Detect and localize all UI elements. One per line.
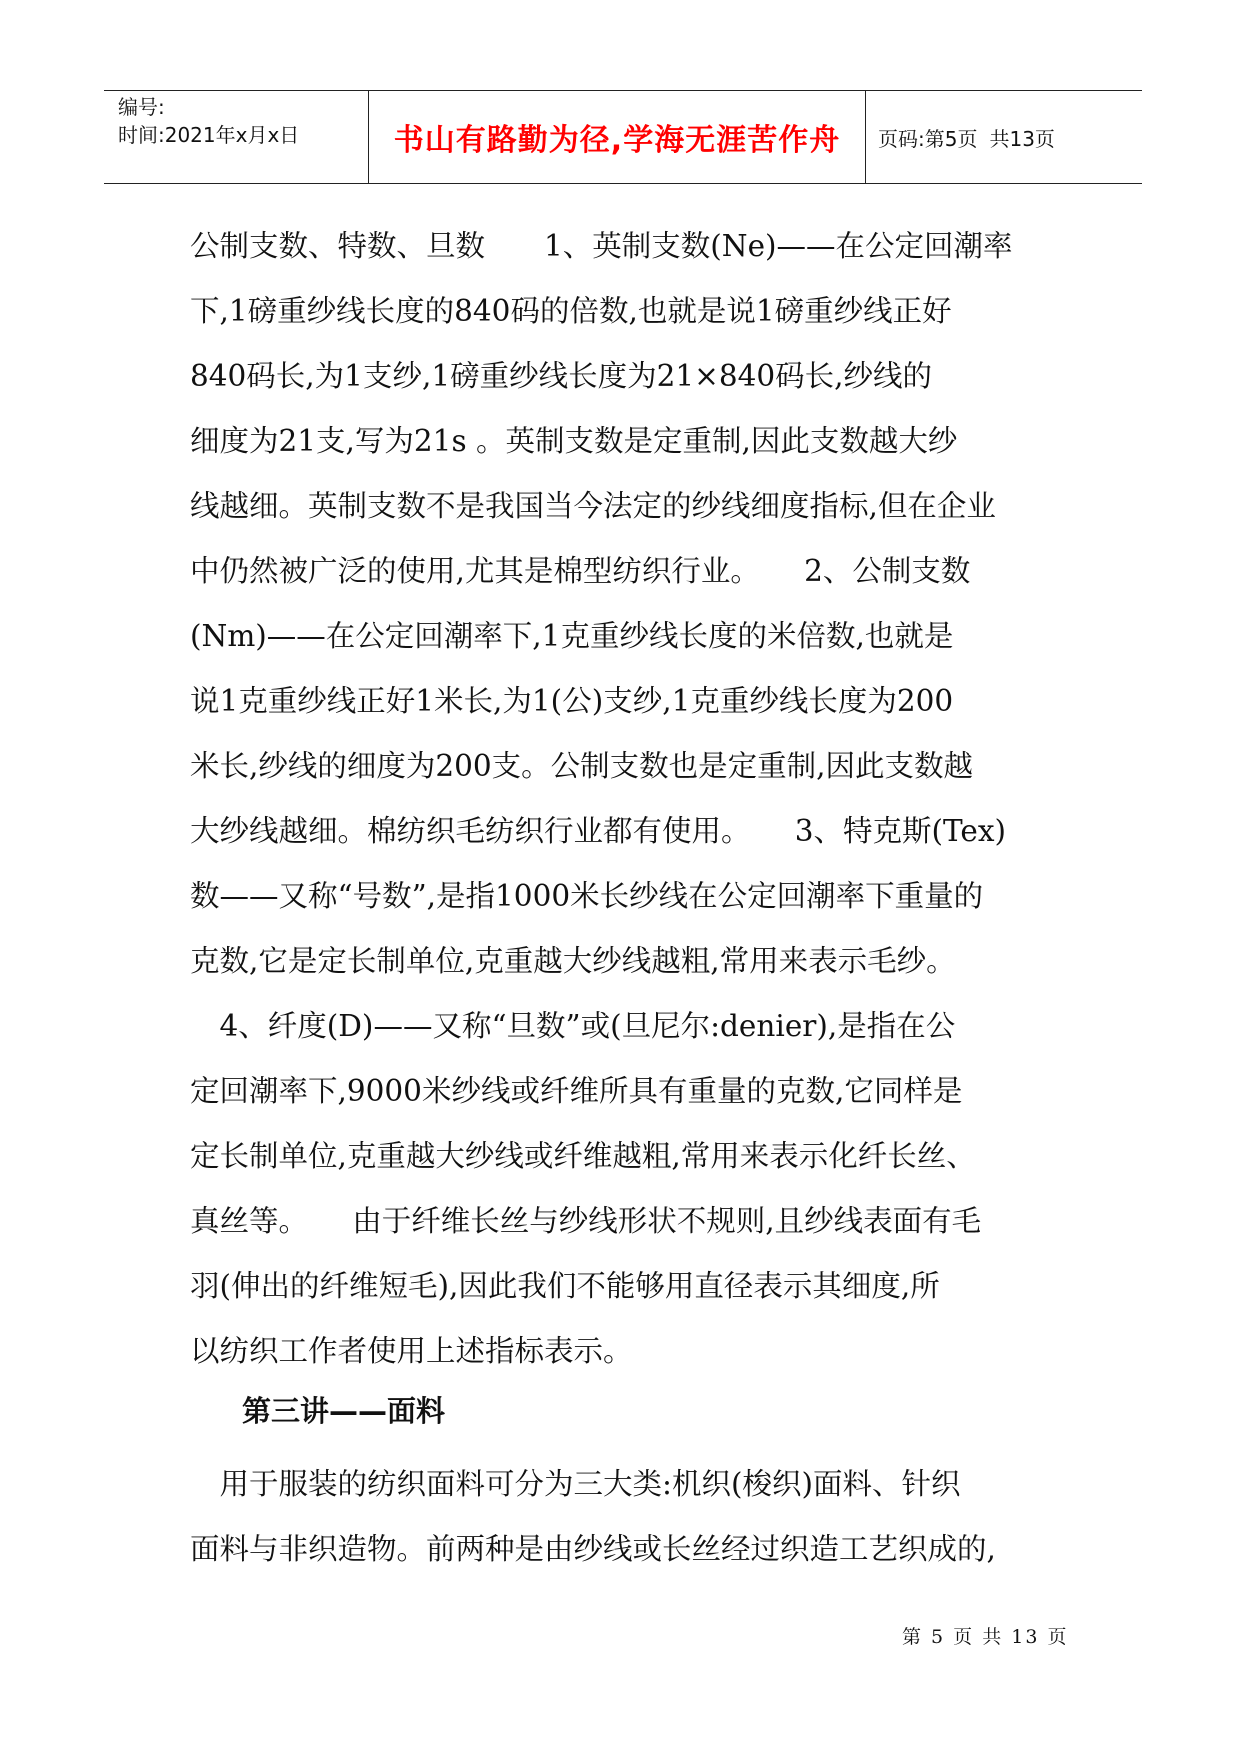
body-line: 定长制单位,克重越大纱线或纤维越粗,常用来表示化纤长丝、 — [190, 1139, 976, 1173]
body-line: 细度为21支,写为21s 。英制支数是定重制,因此支数越大纱 — [190, 424, 958, 458]
body-line: 下,1磅重纱线长度的840码的倍数,也就是说1磅重纱线正好 — [190, 294, 952, 328]
body-line: 大纱线越细。棉纺织毛纺织行业都有使用。 3、特克斯(Tex) — [190, 814, 1007, 848]
body-line: 以纺织工作者使用上述指标表示。 — [190, 1334, 633, 1368]
body-line: 数——又称“号数”,是指1000米长纱线在公定回潮率下重量的 — [190, 879, 984, 913]
header-motto: 书山有路勤为径,学海无涯苦作舟 — [369, 91, 866, 183]
body-line: 克数,它是定长制单位,克重越大纱线越粗,常用来表示毛纱。 — [190, 944, 956, 978]
body-line: (Nm)——在公定回潮率下,1克重纱线长度的米倍数,也就是 — [190, 619, 954, 653]
body-line: 面料与非织造物。前两种是由纱线或长丝经过织造工艺织成的, — [190, 1532, 996, 1566]
body-line: 米长,纱线的细度为200支。公制支数也是定重制,因此支数越 — [190, 749, 974, 783]
section-heading: 第三讲——面料 — [242, 1394, 446, 1428]
body-line: 用于服装的纺织面料可分为三大类:机织(梭织)面料、针织 — [190, 1467, 961, 1501]
serial-number-label: 编号: — [118, 95, 165, 119]
body-line: 线越细。英制支数不是我国当今法定的纱线细度指标,但在企业 — [190, 489, 996, 523]
header-meta-cell — [104, 91, 369, 183]
body-line: 羽(伸出的纤维短毛),因此我们不能够用直径表示其细度,所 — [190, 1269, 940, 1303]
document-header — [104, 90, 1142, 184]
body-line: 定回潮率下,9000米纱线或纤维所具有重量的克数,它同样是 — [190, 1074, 963, 1108]
body-text — [190, 214, 1080, 1384]
header-page-number: 页码:第5页 — [878, 126, 978, 151]
body-line: 4、纤度(D)——又称“旦数”或(旦尼尔:denier),是指在公 — [190, 1009, 956, 1043]
body-line: 说1克重纱线正好1米长,为1(公)支纱,1克重纱线长度为200 — [190, 684, 954, 718]
body-line: 840码长,为1支纱,1磅重纱线长度为21×840码长,纱线的 — [190, 359, 933, 393]
page-footer: 第 5 页 共 13 页 — [902, 1626, 1069, 1648]
body-line: 真丝等。 由于纤维长丝与纱线形状不规则,且纱线表面有毛 — [190, 1204, 982, 1238]
body-line: 中仍然被广泛的使用,尤其是棉型纺织行业。 2、公制支数 — [190, 554, 971, 588]
date-label: 时间:2021年x月x日 — [118, 123, 300, 147]
body-line: 公制支数、特数、旦数 1、英制支数(Ne)——在公定回潮率 — [190, 229, 1013, 263]
body-text-continued — [190, 1452, 1080, 1582]
header-page-total: 共13页 — [989, 126, 1055, 151]
header-page-info — [866, 91, 1142, 183]
